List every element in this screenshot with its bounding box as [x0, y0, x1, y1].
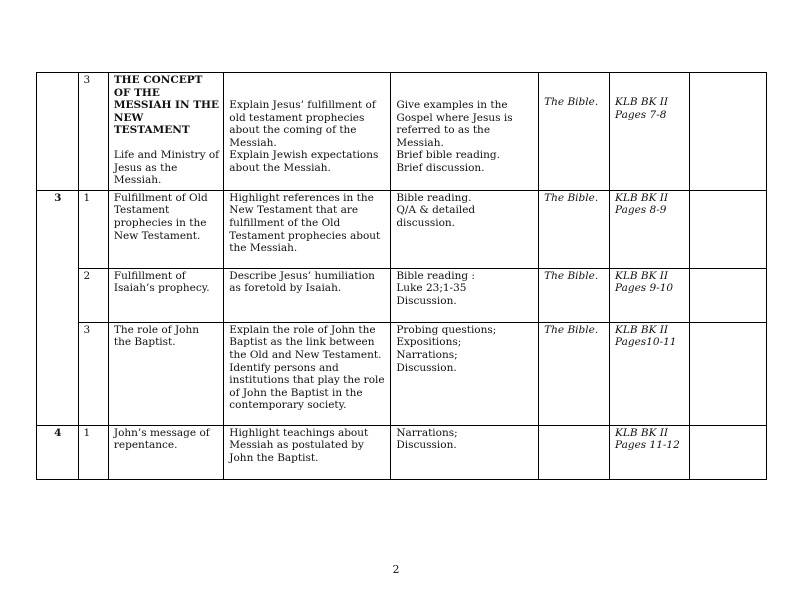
topic-cell: The role of John the Baptist. [108, 322, 223, 425]
objectives-cell [224, 190, 391, 268]
activity-item: Narrations; [396, 426, 458, 439]
activities-cell [391, 73, 539, 191]
reference-book: KLB BK II [615, 191, 669, 204]
activities-cell [391, 425, 539, 479]
activity-item: Discussion. [396, 294, 457, 307]
activities-cell [391, 190, 539, 268]
lesson-cell: 1 [78, 425, 108, 479]
activity-item: Probing questions; [396, 323, 497, 336]
resources-cell: The Bible. [539, 190, 610, 268]
objectives-cell [224, 322, 391, 425]
activity-item: Narrations; [396, 348, 458, 361]
activity-item: Expositions; [396, 336, 462, 349]
table-row [37, 190, 767, 268]
objective-item: Identify persons and institutions that play the role of John the Baptist in the contemporary society. [229, 361, 385, 412]
table-row [37, 425, 767, 479]
activity-item: Discussion. [396, 439, 457, 452]
activities-cell [391, 322, 539, 425]
reference-pages: Pages 11-12 [615, 439, 680, 452]
reference-cell [610, 268, 690, 322]
remarks-cell [689, 425, 766, 479]
reference-pages: Pages 9-10 [615, 282, 674, 295]
reference-book: KLB BK II [615, 96, 669, 108]
week-cell [37, 73, 79, 191]
topic-cell [108, 73, 223, 191]
reference-cell [610, 190, 690, 268]
remarks-cell [689, 73, 766, 191]
activity-item: Brief bible reading. [396, 149, 500, 162]
week-cell: 4 [37, 425, 79, 479]
topic-cell: John’s message of repentance. [108, 425, 223, 479]
activity-item: Bible reading : [396, 269, 475, 282]
table-row [37, 268, 767, 322]
reference-cell [610, 73, 690, 191]
objectives-cell [224, 73, 391, 191]
reference-pages: Pages10-11 [615, 336, 677, 349]
activity-item: Brief discussion. [396, 161, 485, 174]
topic-heading: THE CONCEPT OF THE MESSIAH IN THE NEW TESTAMENT [113, 74, 219, 137]
topic-subtitle: Life and Ministry of Jesus as the Messiah. [113, 148, 220, 187]
activity-item: Q/A & detailed discussion. [396, 204, 476, 229]
scheme-of-work-table [36, 72, 767, 480]
activity-item: Give examples in the Gospel where Jesus is referred to as the Messiah. [396, 99, 513, 149]
resource-text: The Bible. [544, 96, 599, 108]
resources-cell [539, 73, 610, 191]
spacer [229, 74, 386, 99]
activity-item: Discussion. [396, 361, 457, 374]
reference-pages: Pages 7-8 [615, 108, 667, 121]
lesson-cell: 3 [78, 73, 108, 191]
objective-item: Highlight teachings about Messiah as postulated by John the Baptist. [229, 426, 369, 464]
reference-book: KLB BK II [615, 426, 669, 439]
topic-cell: Fulfillment of Old Testament prophecies in the New Testament. [108, 190, 223, 268]
reference-book: KLB BK II [615, 323, 669, 336]
objective-item: Explain Jewish expectations about the Messiah. [229, 149, 379, 174]
remarks-cell [689, 322, 766, 425]
topic-cell: Fulfillment of Isaiah’s prophecy. [108, 268, 223, 322]
remarks-cell [689, 268, 766, 322]
reference-cell [610, 425, 690, 479]
table-row [37, 322, 767, 425]
reference-cell [610, 322, 690, 425]
lesson-cell: 2 [78, 268, 108, 322]
spacer [396, 74, 534, 99]
activity-item: Luke 23;1-35 [396, 282, 467, 295]
resources-cell: The Bible. [539, 322, 610, 425]
page-number: 2 [392, 563, 400, 576]
remarks-cell [689, 190, 766, 268]
resources-cell [539, 425, 610, 479]
week-cell: 3 [37, 190, 79, 425]
reference-pages: Pages 8-9 [615, 204, 667, 217]
objective-item: Highlight references in the New Testament that are fulfillment of the Old Testament prophecies about the Messiah. [229, 191, 381, 255]
resources-cell: The Bible. [539, 268, 610, 322]
activities-cell [391, 268, 539, 322]
objective-item: Explain Jesus’ fulfillment of old testament prophecies about the coming of the Messiah. [229, 99, 376, 149]
spacer [114, 137, 219, 149]
table-row [37, 73, 767, 191]
objective-item: Explain the role of John the Baptist as the link between the Old and New Testament. [229, 323, 382, 361]
lesson-cell: 3 [78, 322, 108, 425]
objectives-cell [224, 425, 391, 479]
reference-book: KLB BK II [615, 269, 669, 282]
objectives-cell [224, 268, 391, 322]
lesson-cell: 1 [78, 190, 108, 268]
activity-item: Bible reading. [396, 191, 472, 204]
objective-item: Describe Jesus’ humiliation as foretold by Isaiah. [229, 269, 375, 295]
